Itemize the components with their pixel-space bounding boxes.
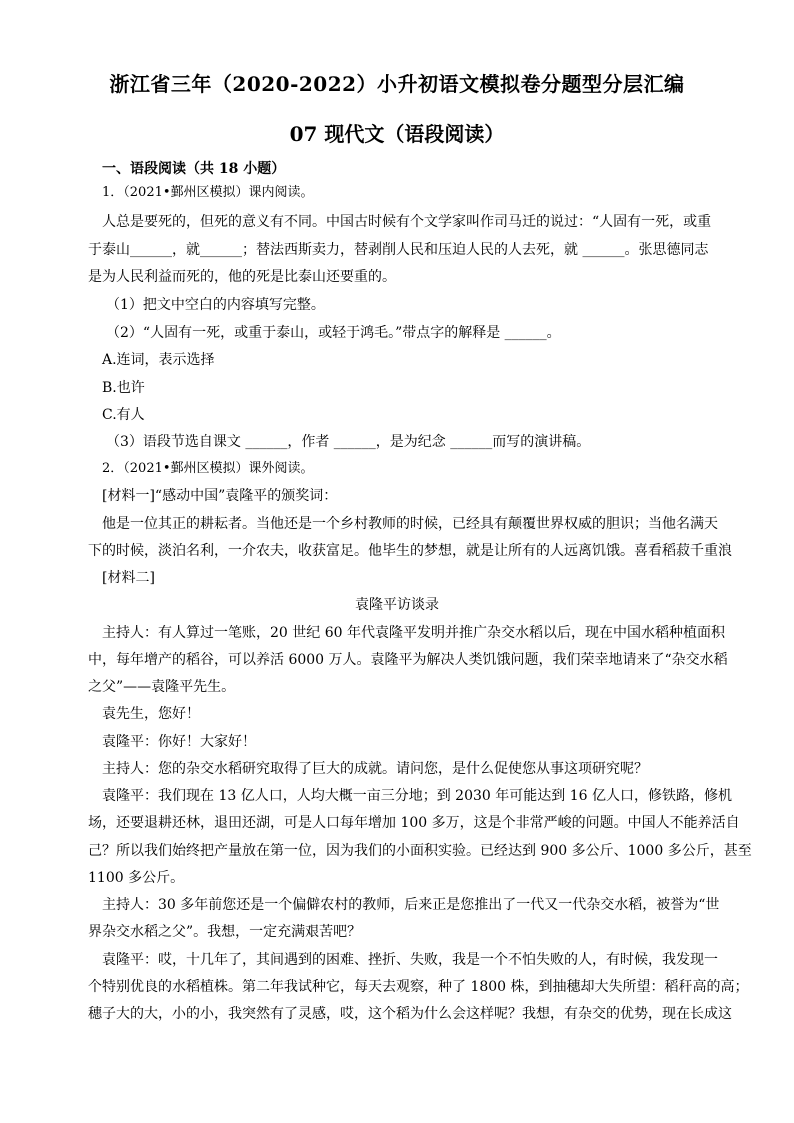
passage-line: 袁隆平：我们现在 13 亿人口，人均大概一亩三分地；到 2030 年可能达到 16 亿人口，修铁路，修机 — [102, 788, 732, 804]
passage-line: 场，还要退耕还林，退田还湖，可是人口每年增加 100 多万，这是个非常严峻的问题。中国人不能养活自 — [88, 815, 740, 831]
passage-line: 主持人：您的杂交水稻研究取得了巨大的成就。请问您，是什么促使您从事这项研究呢？ — [102, 761, 648, 777]
document-subtitle: 07 现代文（语段阅读） — [289, 122, 505, 146]
passage-line: 主持人：30 多年前您还是一个偏僻农村的教师，后来正是您推出了一代又一代杂交水稻，被誉为“世 — [102, 897, 720, 913]
interview-title: 袁隆平访谈录 — [355, 597, 439, 613]
passage-line: 穗子大的大，小的小，我突然有了灵感，哎，这个稻为什么会这样呢？我想，有杂交的优势，现在长成这 — [88, 1006, 732, 1022]
sub-question: （1）把文中空白的内容填写完整。 — [106, 297, 325, 313]
option-b: B.也许 — [102, 380, 145, 396]
passage-line: 袁先生，您好！ — [102, 706, 200, 722]
sub-question: （2）“人固有一死，或重于泰山，或轻于鸿毛。”带点字的解释是 ______。 — [106, 325, 561, 341]
section-heading: 一、语段阅读（共 18 小题） — [102, 161, 286, 177]
passage-line: 己？所以我们始终把产量放在第一位，因为我们的小面积实验。已经达到 900 多公斤、1000 多公斤，甚至 — [88, 843, 752, 859]
passage-line: 袁隆平：哎，十几年了，其间遇到的困难、挫折、失败，我是一个不怕失败的人，有时候，我发现一 — [102, 952, 718, 968]
document-title: 浙江省三年（2020-2022）小升初语文模拟卷分题型分层汇编 — [109, 72, 685, 96]
passage-line: 下的时候，淡泊名利，一介农夫，收获富足。他毕生的梦想，就是让所有的人远离饥饿。喜看稻菽千重浪 — [88, 543, 732, 559]
sub-question: （3）语段节选自课文 ______，作者 ______，是为纪念 ______而写的演讲稿。 — [106, 434, 591, 450]
question-1-header: 1．（2021•鄞州区模拟）课内阅读。 — [102, 185, 314, 200]
passage-line: 袁隆平：你好！大家好！ — [102, 734, 256, 750]
passage-line: 主持人：有人算过一笔账，20 世纪 60 年代袁隆平发明并推广杂交水稻以后，现在中国水稻种植面积 — [102, 625, 725, 641]
material-label: [材料二] — [102, 570, 155, 586]
question-2-header: 2．（2021•鄞州区模拟）课外阅读。 — [102, 461, 314, 476]
passage-line: 个特别优良的水稻植株。第二年我试种它，每天去观察，种了 1800 株，到抽穗却大失所望：稻秆高的高； — [88, 979, 749, 995]
passage-line: 是为人民利益而死的，他的死是比泰山还要重的。 — [88, 269, 396, 285]
passage-line: 1100 多公斤。 — [88, 870, 185, 886]
passage-line: 界杂交水稻之父”。我想，一定充满艰苦吧？ — [88, 924, 362, 940]
option-a: A.连词，表示选择 — [102, 352, 215, 368]
option-c: C.有人 — [102, 407, 145, 423]
passage-line: 中，每年增产的稻谷，可以养活 6000 万人。袁隆平为解决人类饥饿问题，我们荣幸地请来了“杂交水稻 — [88, 652, 728, 668]
passage-line: 他是一位其正的耕耘者。当他还是一个乡村教师的时候，已经具有颠覆世界权威的胆识；当他名满天 — [102, 516, 718, 532]
passage-line: 于泰山______，就______；替法西斯卖力，替剥削人民和压迫人民的人去死，就 ______。张思德同志 — [88, 242, 709, 258]
passage-line: 人总是要死的，但死的意义有不同。中国古时候有个文学家叫作司马迁的说过：“人固有一死，或重 — [102, 214, 712, 230]
material-label: [材料一]“感动中国”袁隆平的颁奖词： — [102, 488, 338, 504]
passage-line: 之父”——袁隆平先生。 — [88, 679, 236, 695]
